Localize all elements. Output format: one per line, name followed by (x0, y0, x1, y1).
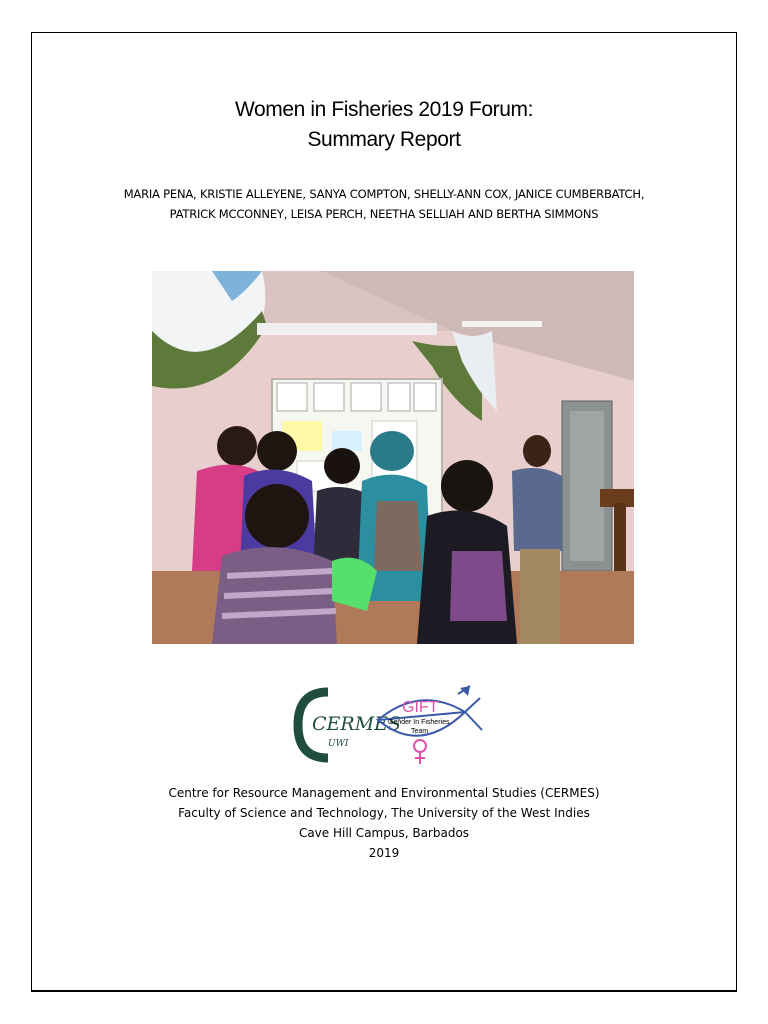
institution-campus: Cave Hill Campus, Barbados (298, 826, 470, 840)
authors-line-1: MARIA PENA, KRISTIE ALLEYENE, SANYA COMPTON, SHELLY-ANN COX, JANICE CUMBERBATCH, (123, 187, 645, 201)
partner-logos (290, 680, 490, 770)
gift-logo-icon (378, 686, 482, 764)
gift-logo-subtext-2: Team (411, 728, 429, 735)
title-line-2: Summary Report (307, 128, 461, 151)
institution-centre: Centre for Resource Management and Environmental Studies (CERMES) (168, 786, 600, 800)
gift-logo-text: GIFT (402, 699, 439, 716)
institution-info (0, 783, 768, 863)
forum-participants-photo-icon (152, 271, 634, 644)
cermes-logo-subtext: UWI (328, 739, 349, 749)
gift-logo-subtext-1: Gender In Fisheries (388, 719, 450, 726)
cermes-logo-text: CERMES (312, 713, 402, 735)
report-year: 2019 (368, 846, 400, 860)
authors-line-2: PATRICK MCCONNEY, LEISA PERCH, NEETHA SELLIAH AND BERTHA SIMMONS (169, 207, 599, 221)
cover-photo (152, 271, 634, 644)
title-line-1: Women in Fisheries 2019 Forum: (234, 98, 534, 121)
report-title (0, 95, 768, 155)
author-list (0, 184, 768, 224)
institution-faculty: Faculty of Science and Technology, The University of the West Indies (178, 806, 590, 820)
